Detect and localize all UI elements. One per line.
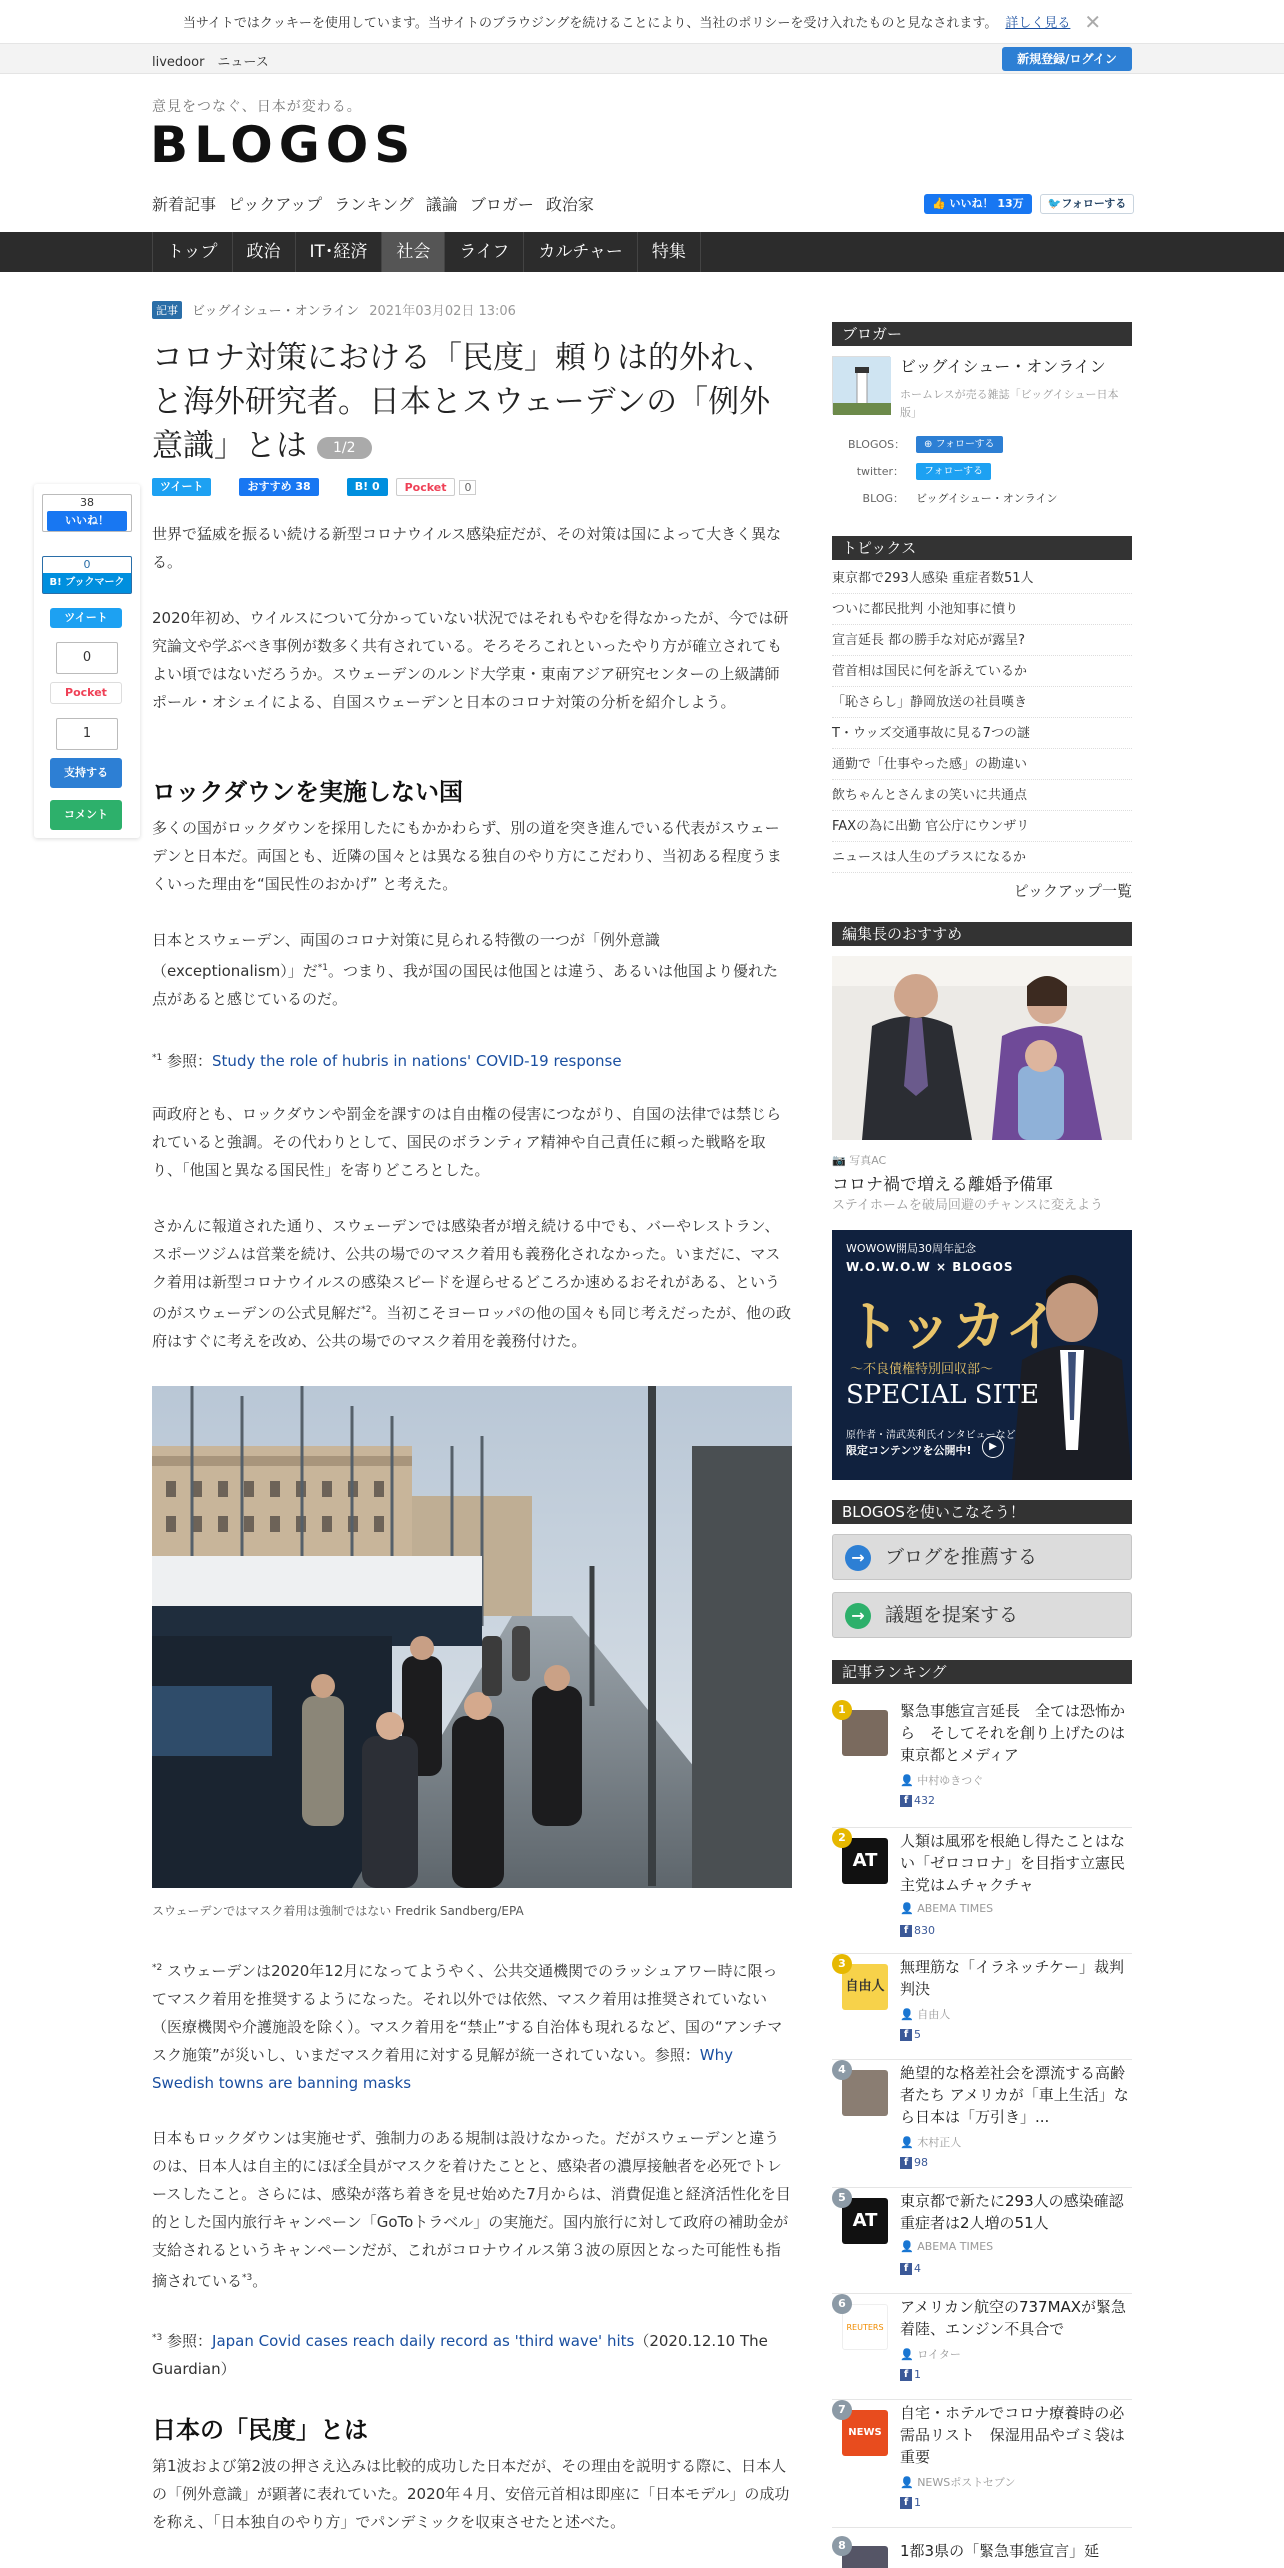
ranking-title: 自宅・ホテルでコロナ療養時の必需品リスト 保湿用品やゴミ袋は重要 [900,2404,1125,2466]
person-icon: 👤 [900,2136,914,2149]
side-share-rail [34,484,140,838]
topic-item[interactable]: ついに都民批判 小池知事に憤り [832,594,1132,625]
thumbs-up-icon: 👍 [932,197,946,210]
ranking-title: アメリカン航空の737MAXが緊急着陸、エンジン不具合で [900,2298,1127,2338]
ref3-link[interactable]: Japan Covid cases reach daily record as 'third wave' hits [212,2332,635,2350]
ranking-author-name: ABEMA TIMES [917,2240,994,2253]
ranking-item[interactable] [832,1954,1132,2060]
header-social [924,194,1134,214]
wowow-ad-banner[interactable] [832,1230,1132,1480]
ref3-label: 参照： [167,2332,213,2350]
ref3-mark: *3 [152,2333,163,2343]
fb-like-count: 38 [80,496,94,509]
support-label: 支持する [64,766,108,779]
footnote-mark-1: *1 [317,963,328,973]
abema-logo-icon: AT [842,1838,888,1884]
ranking-author-name: 中村ゆきつぐ [917,1774,984,1787]
pocket-button[interactable] [50,682,122,704]
paragraph-5: 両政府とも、ロックダウンや罰金を課すのは自由権の侵害につながり、自国の法律では禁じられていると強調。その代わりとして、国民のボランティア精神や自己責任に頼った戦略を取り、「他国と異なる国民性」を寄りどころとした。 [152,1105,782,1179]
hatena-count: 0 [83,558,91,571]
facebook-icon: f [900,2157,912,2169]
livedoor-brand-link[interactable]: livedoor ニュース [152,55,269,70]
ranking-author [900,1772,983,1788]
close-icon[interactable]: ✕ [1084,9,1102,34]
ranking-fb-value: 1 [914,2368,921,2381]
topic-item[interactable]: 菅首相は国民に何を訴えているか [832,656,1132,687]
rank-badge: 1 [832,1700,852,1720]
subnav-ranking[interactable]: ランキング [334,195,414,214]
topic-item[interactable]: 東京都で293人感染 重症者数51人 [832,563,1132,594]
ranking-item[interactable] [832,1828,1132,1954]
ad-note-1: 原作者・清武英利氏インタビューなど [846,1430,1016,1441]
ranking-section-header: 記事ランキング [832,1660,1132,1684]
paragraph-7 [152,2124,792,2295]
facebook-icon: f [900,1925,912,1937]
editor-section-header: 編集長のおすすめ [832,922,1132,946]
person-icon: 👤 [900,2348,914,2361]
sub-navigation [152,192,594,215]
ranking-fb-count [900,2156,928,2169]
recommend-blog-button[interactable] [832,1534,1132,1580]
article-pocket-button[interactable] [396,478,456,496]
ranking-author [900,2474,1015,2490]
ranking-title: 東京都で新たに293人の感染確認 重症者は2人増の51人 [900,2192,1124,2232]
twitter-follow-button[interactable] [1040,194,1135,214]
ad-note-2: 限定コンテンツを公開中! [846,1444,972,1457]
reference-1 [152,1044,792,1075]
facebook-icon: f [900,1795,912,1807]
paragraph-4 [152,926,792,1013]
topic-item[interactable]: 「恥さらし」静岡放送の社員嘆き [832,687,1132,718]
ad-special-site: SPECIAL SITE [846,1380,1040,1410]
ref3-tail: （2020.12.10 The Guardian） [152,2332,768,2378]
editor-pick-subtitle: ステイホームを破局回避のチャンスに変えよう [832,1198,1104,1213]
site-tagline: 意見をつなぐ、日本が変わる。 [152,99,362,115]
article-fb-button[interactable] [239,478,318,496]
subnav-blogger[interactable]: ブロガー [469,195,534,214]
ranking-title: 人類は風邪を根絶し得たことはない「ゼロコロナ」を目指す立憲民主党はムチャクチャ [900,1832,1126,1894]
fb-like-label: いいね！ 13万 [949,197,1024,210]
article-pocket-label: Pocket [404,481,447,494]
twitter-icon: 🐦 [1047,197,1062,210]
paragraph-8: 第1波および第2波の押さえ込みは比較的成功した日本だが、その理由を説明する際に、日本人の「例外意識」が顕著に表れていた。2020年４月、安倍元首相は即座に「日本モデル」の成功を称え、「日本独自のやり方」でパンデミックを収束させたと述べた。 [152,2457,790,2531]
nav-culture[interactable]: カルチャー [523,232,637,272]
comment-label: コメント [64,808,108,821]
ranking-fb-value: 1 [914,2496,921,2509]
ranking-author [900,2346,961,2362]
ranking-fb-count [900,2368,921,2381]
topic-item[interactable]: 飲ちゃんとさんまの笑いに共通点 [832,780,1132,811]
paragraph-6-text-a: さかんに報道された通り、スウェーデンでは感染者が増え続ける中でも、バーやレストラン、スポーツジムは営業を続け、公共の場でのマスク着用も義務化されなかった。いまだに、マスク着用は新型コロナウイルスの感染スピードを遅らせるどころか速めるおそれがある、というのがスウェーデンの公式見解だ [152,1217,781,1322]
site-logo[interactable]: BLOGOS [150,116,417,174]
ref2-text: スウェーデンは2020年12月になってようやく、公共交通機関でのラッシュアワー時に限ってマスク着用を推奨するようになった。それ以外では依然、マスク着用は推奨されていない（医療機関や介護施設を除く）。マスク着用を“禁止”する自治体も現れるなど、国の“アンチマスク施策”が災いし、いまだマスク着用に対する見解が統一されていない。参照： [152,1962,783,2064]
ref2-mark: *2 [152,1963,163,1973]
support-button[interactable] [50,758,122,788]
fb-like-label: いいね！ [47,511,127,531]
ranking-fb-value: 5 [914,2028,921,2041]
rank-badge: 7 [832,2400,852,2420]
ranking-author [900,2240,993,2253]
pocket-label: Pocket [65,686,107,699]
ranking-title: 絶望的な格差社会を漂流する高齢者たち アメリカが「車上生活」なら日本は「万引き」... [900,2064,1129,2126]
article-pocket-count: 0 [459,480,476,495]
ranking-fb-count [900,1924,935,1937]
editor-credit [832,1152,886,1168]
ranking-fb-count [900,2262,921,2275]
subnav-debate[interactable]: 議論 [425,195,458,214]
article-tweet-button[interactable] [152,478,211,496]
ranking-author-name: ABEMA TIMES [917,1902,994,1915]
propose-topic-label: 議題を提案する [885,1604,1019,1626]
heading-lockdown: ロックダウンを実施しない国 [152,778,464,806]
twitter-side-follow-button[interactable] [916,463,991,480]
ranking-author [900,2006,950,2022]
propose-topic-button[interactable] [832,1592,1132,1638]
ranking-fb-value: 830 [914,1924,935,1937]
article-share-row [152,478,476,496]
editor-credit-text: 写真AC [849,1154,887,1167]
person-icon: 👤 [900,1902,914,1915]
article-hatena-count: 0 [371,480,380,493]
person-icon: 👤 [900,2476,914,2489]
paragraph-6-text-b: 。当初こそヨーロッパの他の国々も同じ考えだったが、他の政府はすぐに考えを改め、公共の場でのマスク着用を義務付けた。 [152,1304,792,1350]
top-bar [0,44,1284,74]
blogger-section-header: ブロガー [832,322,1132,346]
abema-logo-icon: AT [842,2198,888,2244]
recommend-blog-label: ブログを推薦する [885,1546,1038,1568]
arrow-right-icon: → [845,1603,871,1629]
ranking-author [900,2134,961,2150]
ranking-title: 緊急事態宣言延長 全ては恐怖から そしてそれを創り上げたのは東京都とメディア [900,1702,1126,1764]
arrow-right-icon: → [845,1545,871,1571]
tweet-label: ツイート [64,611,108,624]
camera-icon: 📷 [832,1154,846,1167]
article-author-link[interactable]: ビッグイシュー・オンライン [192,304,360,319]
blogos-follow-label: フォローする [935,439,995,450]
comment-button[interactable] [50,800,122,830]
main-navigation [0,232,1284,272]
nav-feature[interactable]: 特集 [637,232,701,272]
ad-brand: W.O.W.O.W × BLOGOS [846,1260,1014,1274]
ranking-item[interactable] [832,2400,1132,2528]
article-tag: 記事 [152,301,182,319]
nav-top[interactable]: トップ [152,232,232,272]
photo-caption: スウェーデンではマスク着用は強制ではない Fredrik Sandberg/EPA [152,1904,524,1918]
article-date: 2021年03月02日 13:06 [369,304,516,319]
ad-title: トッカイ [846,1294,1059,1358]
ranking-fb-count [900,2028,921,2041]
blogger-name-link[interactable]: ビッグイシュー・オンライン [900,357,1106,376]
topics-section-header: トピックス [832,536,1132,560]
article-fb-label: おすすめ 38 [247,480,311,493]
paragraph-2: 2020年初め、ウイルスについて分かっていない状況ではそれもやむを得なかったが、今では研究論文や学ぶべき事例が数多く共有されている。そろそろこれといったやり方が確立されてもよい頃ではないだろうか。スウェーデンのルンド大学東・東南アジア研究センターの上級講師ポール・オシェイによる、自国スウェーデンと日本のコロナ対策の分析を紹介しよう。 [152,609,789,711]
ref1-link[interactable]: Study the role of hubris in nations' COVID-19 response [212,1052,622,1070]
nav-politics[interactable]: 政治 [232,232,295,272]
ranking-author-name: NEWSポストセブン [917,2476,1016,2489]
twitter-follow-label: フォローする [1061,197,1127,210]
pocket-count: 0 [56,642,118,674]
play-icon[interactable]: ▶ [982,1436,1004,1458]
editor-pick-title[interactable]: コロナ禍で増える離婚予備軍 [832,1175,1053,1195]
article-title [152,336,796,468]
page-badge: 1/2 [317,437,372,459]
rank-badge: 6 [832,2294,852,2314]
rank-badge: 5 [832,2188,852,2208]
person-icon: 👤 [900,2240,914,2253]
paragraph-4-text-b: 。つまり、我が国の国民は他国とは違う、あるいは他国より優れた点があると感じているのだ。 [152,962,779,1008]
ranking-item[interactable] [832,2294,1132,2400]
ad-subtitle: 〜不良債権特別回収部〜 [850,1362,994,1377]
ranking-author-name: 木村正人 [917,2136,962,2149]
heading-mindo: 日本の「民度」とは [152,2416,368,2444]
person-icon: 👤 [900,2008,914,2021]
ranking-title: 無理筋な「イラネッチケー」裁判判決 [900,1958,1124,1998]
facebook-icon: f [900,2263,912,2275]
hatena-box[interactable] [42,556,132,594]
jiyujin-logo-icon: 自由人 [842,1964,888,2010]
blogger-avatar[interactable] [832,356,890,414]
facebook-icon: f [900,2029,912,2041]
blogger-description: ホームレスが売る雑誌「ビッグイシュー日本版」 [900,388,1119,419]
topic-item[interactable]: 通勤で「仕事やった感」の勘違い [832,749,1132,780]
blog-label: BLOG： [862,492,904,505]
support-count: 1 [56,718,118,750]
ranking-item[interactable] [832,2188,1132,2294]
ref2-link[interactable]: Why Swedish towns are banning masks [152,2046,733,2092]
article-title-text: コロナ対策における「民度」頼りは的外れ、と海外研究者。日本とスウェーデンの「例外意識」とは [152,340,774,464]
twitter-side-follow-label: フォローする [924,466,983,477]
footnote-mark-3: *3 [242,2273,253,2283]
rank-badge: 2 [832,1828,852,1848]
facebook-icon: f [900,2369,912,2381]
lighthouse-icon [833,357,891,415]
ranking-fb-value: 4 [914,2262,921,2275]
topic-item[interactable]: FAXの為に出勤 官公庁にウンザリ [832,811,1132,842]
topic-item[interactable]: 宣言延長 都の勝手な対応が露呈? [832,625,1132,656]
editor-pick-image[interactable] [832,956,1132,1140]
pickup-list-link[interactable]: ピックアップ一覧 [1013,882,1132,900]
blogos-follow-button[interactable]: ⊕ フォローする [916,436,1003,453]
paragraph-1: 世界で猛威を振るい続ける新型コロナウイルス感染症だが、その対策は国によって大きく異なる。 [152,525,782,571]
footnote-mark-2: *2 [361,1305,372,1315]
paragraph-7-text-a: 日本もロックダウンは実施せず、強制力のある規制は設けなかった。だがスウェーデンと違うのは、日本人は自主的にほぼ全員がマスクを着けたことと、感染者の濃厚接触者を必死でトレースしたこと。さらには、感染が落ち着きを見せ始めた7月からは、消費促進と経済活性化を目的とした国内旅行キャンペーン「GoToトラベル」の実施だ。国内旅行に対して政府の補助金が支給されるというキャンペーンだが、これがコロナウイルス第３波の原因となった可能性も指摘されている [152,2129,791,2290]
reuters-logo-icon: REUTERS [842,2304,888,2350]
facebook-icon: f [900,2497,912,2509]
use-section-header: BLOGOSを使いこなそう！ [832,1500,1132,1524]
ranking-author-name: ロイター [917,2348,961,2361]
ranking-title: 1都3県の「緊急事態宣言」延 [900,2542,1100,2560]
ranking-fb-value: 98 [914,2156,928,2169]
register-login-button[interactable]: 新規登録/ログイン [1002,47,1132,71]
ranking-fb-count [900,2496,921,2509]
tweet-button[interactable] [50,608,122,628]
ref1-mark: *1 [152,1053,163,1063]
reference-3 [152,2324,792,2383]
nav-it-economy[interactable]: IT･経済 [295,232,382,272]
ranking-fb-value: 432 [914,1794,935,1807]
nav-life[interactable]: ライフ [444,232,523,272]
person-icon: 👤 [900,1774,914,1787]
fb-like-box[interactable] [42,494,132,532]
article-hatena-button[interactable]: B! 0 [347,478,388,496]
article-pocket-group [396,478,477,496]
cookie-text: 当サイトではクッキーを使用しています。当サイトのブラウジングを続けることにより、当社のポリシーを受け入れたものと見なされます。 [182,16,998,31]
ranking-item[interactable] [832,2060,1132,2188]
paragraph-6 [152,1212,792,1355]
article-meta [152,300,516,319]
rank-badge: 8 [832,2536,852,2556]
rank-badge: 3 [832,1954,852,1974]
subnav-pickup[interactable]: ピックアップ [228,195,323,214]
ref1-label: 参照： [167,1052,213,1070]
topic-item[interactable]: ニュースは人生のプラスになるか [832,842,1132,873]
harbor-street-photo [152,1386,792,1888]
cookie-banner [0,0,1284,44]
ranking-author-name: 自由人 [917,2008,951,2021]
subnav-new[interactable]: 新着記事 [152,195,217,214]
reference-2 [152,1954,792,2097]
twitter-label: twitter： [856,465,904,478]
news-post-seven-logo-icon: NEWS [842,2410,888,2456]
ranking-author [900,1902,993,1915]
nav-society[interactable]: 社会 [381,232,444,272]
ranking-item[interactable] [832,1700,1132,1828]
ranking-item[interactable] [832,2536,1132,2568]
article-photo [152,1386,792,1888]
subnav-politician[interactable]: 政治家 [545,195,594,214]
article-tweet-label: ツイート [160,480,204,493]
hatena-label: B! ブックマーク [43,573,131,593]
cookie-more-link[interactable]: 詳しく見る [1005,16,1071,31]
paragraph-7-text-b: 。 [252,2272,268,2290]
ad-top-text: WOWOW開局30周年記念 [846,1242,976,1255]
blogos-label: BLOGOS： [848,438,906,451]
paragraph-3: 多くの国がロックダウンを採用したにもかかわらず、別の道を突き進んでいる代表がスウェーデンと日本だ。両国とも、近隣の国々とは異なる独自のやり方にこだわり、当初ある程度うまくいった理由を“国民性のおかげ” と考えた。 [152,819,782,893]
rank-badge: 4 [832,2060,852,2080]
paragraph-4-text-a: 日本とスウェーデン、両国のコロナ対策に見られる特徴の一つが「例外意識（exceptionalism）」だ [152,931,660,980]
topic-item[interactable]: T・ウッズ交通事故に見る7つの謎 [832,718,1132,749]
ranking-fb-count [900,1794,935,1807]
fb-like-button[interactable] [924,194,1032,214]
blog-name-link[interactable]: ビッグイシュー・オンライン [916,492,1058,505]
couple-photo [832,956,1132,1140]
